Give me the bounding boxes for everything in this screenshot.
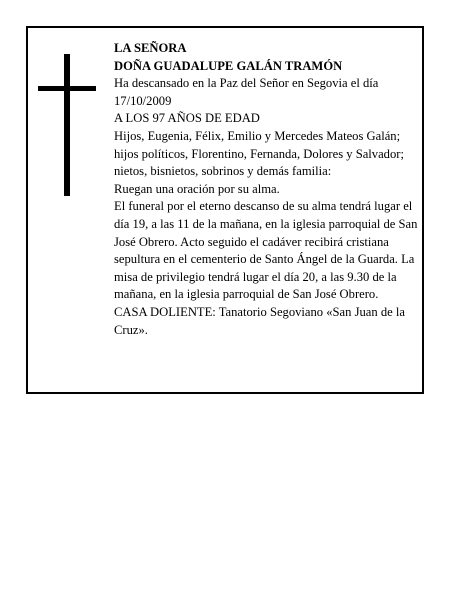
age-line: A LOS 97 AÑOS DE EDAD [114,111,260,126]
deceased-name: DOÑA GUADALUPE GALÁN TRAMÓN [114,58,343,73]
death-statement: Ha descansado en la Paz del Señor en Segovia el día 17/10/2009 [114,76,379,108]
funeral-paragraph: El funeral por el eterno descanso de su alma tendrá lugar el día 19, a las 11 de la mañana, en la iglesia parroquial de San José Obrero. Acto seguido el cadáver recibirá cristiana sepultura en el cementerio de Santo Ángel de la Guarda. La misa de privilegio tendrá lugar el día 20, a las 9.30 de la mañana, en la iglesia parroquial de San José Obrero. [114,199,418,302]
obituary-text [114,40,418,339]
cross-vertical-bar [64,54,70,196]
family-paragraph: Hijos, Eugenia, Félix, Emilio y Mercedes Mateos Galán; hijos políticos, Florentino, Fernanda, Dolores y Salvador; nietos, bisnietos, sobrinos y demás familia: [114,128,404,179]
title-line: LA SEÑORA [114,41,187,55]
prayer-request: Ruegan una oración por su alma. [114,181,280,196]
mourning-house: CASA DOLIENTE: Tanatorio Segoviano «San Juan de la Cruz». [114,304,405,337]
cross-horizontal-bar [38,86,96,91]
